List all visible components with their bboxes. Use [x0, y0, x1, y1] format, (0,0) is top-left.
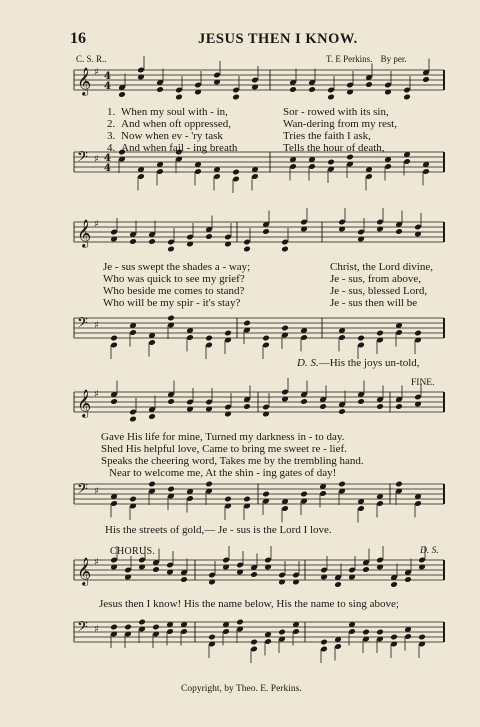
hymn-title: JESUS THEN I KNOW. [198, 31, 358, 47]
note-head [243, 496, 251, 503]
system1-lyrics [107, 106, 237, 154]
note-head [243, 403, 251, 410]
note-head [167, 315, 175, 322]
note-head [110, 398, 118, 405]
note-head [390, 581, 398, 588]
note-head [327, 159, 335, 166]
note-head [232, 94, 240, 101]
verse-line: 4. And when fail - ing breath [107, 142, 238, 154]
note-head [124, 624, 132, 631]
staff [74, 392, 444, 412]
note-head [320, 639, 328, 646]
verse-line: 3. Now when ev - 'ry task [107, 130, 223, 142]
note-head [129, 416, 137, 423]
chorus-label: CHORUS. [110, 546, 156, 557]
treble-clef-icon: 𝄞 [77, 557, 92, 585]
note-head [422, 76, 430, 83]
note-head [418, 634, 426, 641]
note-head [250, 571, 258, 578]
note-head [205, 335, 213, 342]
note-head [327, 94, 335, 101]
note-head [390, 634, 398, 641]
note-head [243, 320, 251, 327]
note-head [262, 335, 270, 342]
chorus-lyrics: Jesus then I know! His the name below, His the name to sing above; [99, 598, 399, 610]
note-head [224, 330, 232, 337]
bass-clef-icon: 𝄢 [77, 619, 88, 639]
note-head [338, 481, 346, 488]
sharp-icon: ♯ [94, 624, 99, 635]
note-head [167, 246, 175, 253]
note-head [278, 629, 286, 636]
treble-clef-icon: 𝄞 [77, 67, 92, 95]
note-head [346, 154, 354, 161]
bass-clef-icon: 𝄢 [77, 315, 88, 335]
lyricist-credit: C. S. R.. [76, 54, 107, 64]
ds-line-2: D. S.—His the joys un-told, [297, 357, 420, 369]
note-head [152, 624, 160, 631]
bass-clef-icon: 𝄢 [77, 149, 88, 169]
bass-clef-icon: 𝄢 [77, 481, 88, 501]
note-head [300, 491, 308, 498]
sharp-icon: ♯ [94, 154, 99, 165]
staff [74, 484, 444, 504]
sharp-icon: ♯ [94, 389, 99, 400]
note-head [148, 413, 156, 420]
note-head [300, 398, 308, 405]
sharp-icon: ♯ [94, 320, 99, 331]
note-head [138, 619, 146, 626]
note-head [232, 169, 240, 176]
note-head [357, 398, 365, 405]
note-head [129, 496, 137, 503]
note-head [129, 238, 137, 245]
ds-marker-4: D. S. [420, 546, 439, 556]
fine-marker: FINE. [411, 378, 435, 388]
sharp-icon: ♯ [94, 486, 99, 497]
note-head [152, 566, 160, 573]
note-head [404, 576, 412, 583]
system3-lyrics: Gave His life for mine, Turned my darkness in - to day. Shed His helpful love, Came to bring me sweet re - lief. Speaks the cheering word, Takes me by the trembling hand. Near to welcome me, At the shin - ing gates of day! [101, 431, 364, 479]
note-head [262, 491, 270, 498]
note-head [395, 481, 403, 488]
note-head [319, 403, 327, 410]
time-signature: 4 [104, 163, 111, 174]
note-head [167, 398, 175, 405]
composer-name: T. E Perkins. [326, 54, 373, 64]
system2-lyrics: Je - sus swept the shades a - way; Who was quick to see my grief? Who beside me comes to stand? Who will be my spir - it's stay? [103, 261, 251, 309]
note-head [376, 403, 384, 410]
note-head [262, 228, 270, 235]
note-head [362, 566, 370, 573]
note-head [281, 325, 289, 332]
time-signature: 4 [104, 153, 111, 164]
treble-clef-icon: 𝄞 [77, 219, 92, 247]
note-head [334, 581, 342, 588]
verse-line: 1. When my soul with - in, [107, 106, 228, 118]
note-head [376, 629, 384, 636]
sharp-icon: ♯ [94, 67, 99, 78]
note-head [357, 335, 365, 342]
note-head [110, 624, 118, 631]
note-head [180, 576, 188, 583]
verse-line: 2. And when oft oppressed, [107, 118, 231, 130]
permission-note: By per. [380, 54, 407, 64]
note-head [403, 94, 411, 101]
sharp-icon: ♯ [94, 557, 99, 568]
note-head [167, 486, 175, 493]
note-head [362, 629, 370, 636]
time-signature: 4 [104, 71, 111, 82]
copyright: Copyright, by Theo. E. Perkins. [181, 684, 302, 694]
note-head [110, 335, 118, 342]
staff [74, 318, 444, 338]
note-head [205, 481, 213, 488]
note-head [365, 81, 373, 88]
staff [74, 152, 444, 172]
note-head [281, 246, 289, 253]
note-head [205, 233, 213, 240]
system1-lyrics-right: Sor - rowed with its sin, Wan-dering from my rest, Tries the faith I ask, Tells the hour of death, [283, 106, 397, 154]
note-head [289, 86, 297, 93]
note-head [395, 228, 403, 235]
time-signature: 4 [104, 81, 111, 92]
system2-lyrics-right: Christ, the Lord divine, Je - sus, from above, Je - sus, blessed Lord, Je - sus then will be [330, 261, 433, 309]
note-head [175, 94, 183, 101]
note-head [148, 238, 156, 245]
ds-line-3: His the streets of gold,— Je - sus is the Lord I love. [105, 524, 332, 536]
sharp-icon: ♯ [94, 219, 99, 230]
note-head [395, 403, 403, 410]
note-head [308, 86, 316, 93]
note-head [118, 91, 126, 98]
note-head [243, 246, 251, 253]
note-head [414, 330, 422, 337]
staff [74, 222, 444, 242]
note-head [236, 619, 244, 626]
page-number: 16 [70, 30, 86, 47]
treble-clef-icon: 𝄞 [77, 389, 92, 417]
note-head [250, 639, 258, 646]
note-head [208, 634, 216, 641]
note-head [148, 481, 156, 488]
note-head [156, 86, 164, 93]
note-head [376, 330, 384, 337]
note-head [338, 408, 346, 415]
note-head [224, 496, 232, 503]
